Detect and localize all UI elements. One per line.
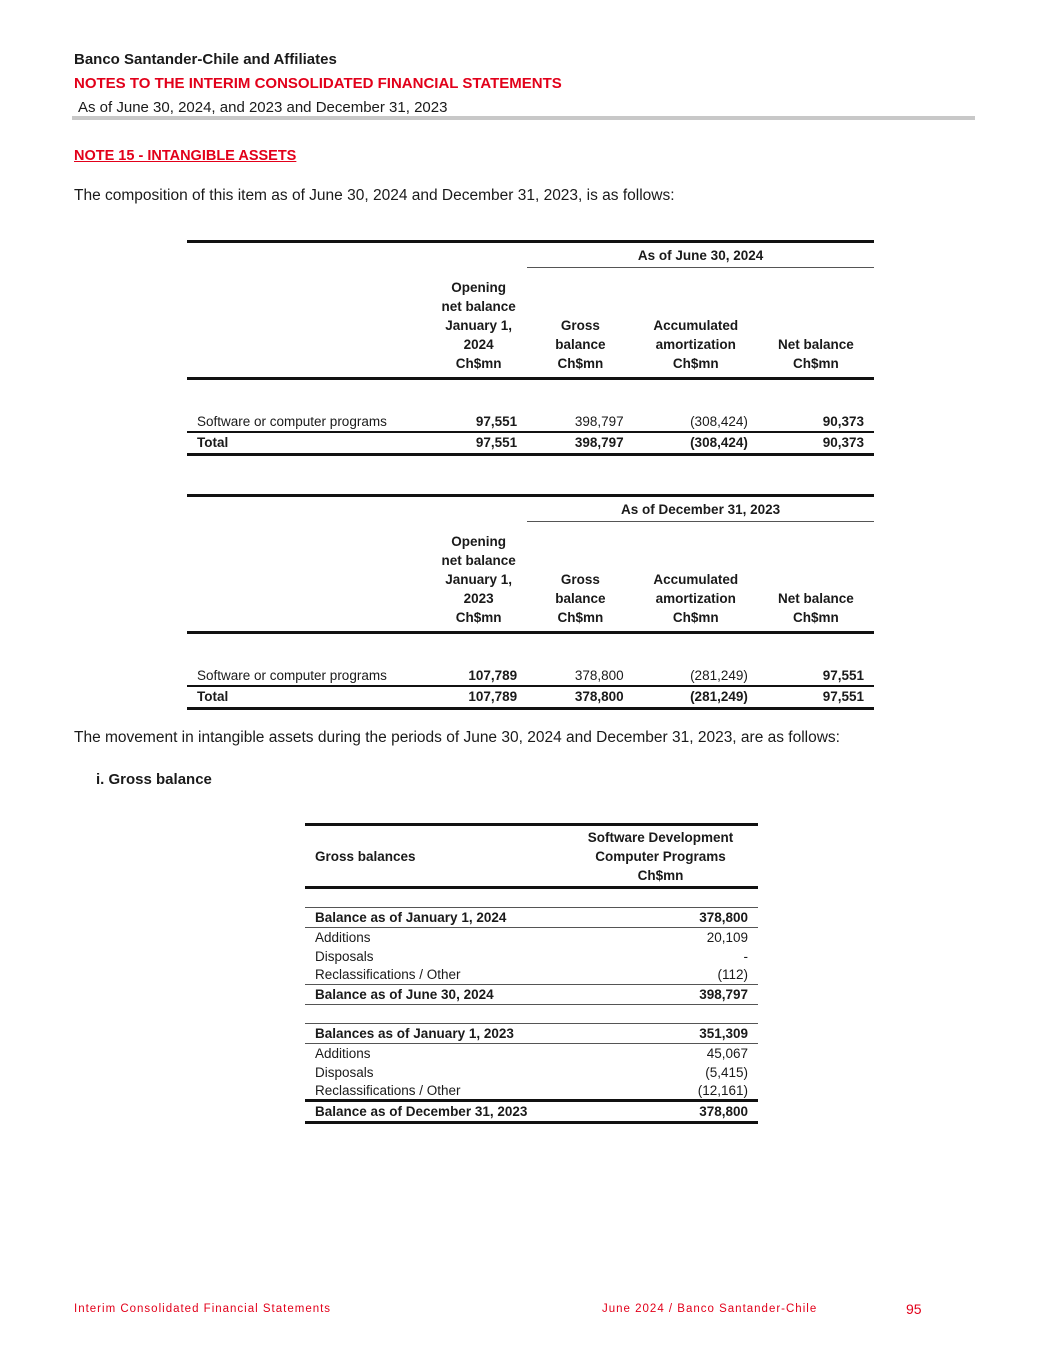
table-period-row (187, 242, 874, 268)
table-row: Disposals (5,415) (315, 1064, 748, 1080)
note-title: NOTE 15 - INTANGIBLE ASSETS (74, 148, 297, 164)
accumulated-amortization-header: Accumulated amortization Ch$mn (653, 317, 739, 371)
spacer-row (305, 888, 758, 908)
spacer-row (187, 632, 874, 666)
balance-close-2024-row: Balance as of June 30, 2024 398,797 (305, 985, 758, 1005)
table-period-row (187, 496, 874, 522)
gross-balance-header: Gross balance Ch$mn (555, 317, 606, 371)
table-header-row (187, 268, 874, 379)
page-number: 95 (906, 1301, 922, 1317)
notes-title: NOTES TO THE INTERIM CONSOLIDATED FINANCIAL STATEMENTS (74, 75, 562, 92)
balance-open-2023-row: Balances as of January 1, 2023 351,309 (305, 1024, 758, 1044)
accumulated-amortization-header: Accumulated amortization Ch$mn (653, 571, 739, 625)
period-header: As of December 31, 2023 (527, 496, 874, 522)
composition-table-2023 (187, 494, 874, 710)
opening-balance-header: Opening net balance January 1, 2023 Ch$mn (441, 533, 516, 625)
date-line: As of June 30, 2024, and 2023 and December 31, 2023 (78, 99, 448, 116)
intro-paragraph: The composition of this item as of June 30, 2024 and December 31, 2023, is as follows: (74, 187, 675, 204)
table-row: Software or computer programs 107,789 378,800 (281,249) 97,551 (187, 666, 874, 686)
gross-balance-table (305, 823, 758, 1124)
table-row: Reclassifications / Other (12,161) (315, 1082, 748, 1098)
table-header-row (187, 522, 874, 633)
balance-open-2024-row: Balance as of January 1, 2024 378,800 (305, 908, 758, 928)
net-balance-header: Net balance Ch$mn (778, 336, 854, 371)
header-divider (72, 116, 975, 120)
gross-balances-header: Gross balances (315, 848, 416, 864)
movement-paragraph: The movement in intangible assets during the periods of June 30, 2024 and December 31, 2023, are as follows: (74, 729, 840, 746)
footer-period: June 2024 / Banco Santander-Chile (602, 1303, 818, 1315)
footer-document-title: Interim Consolidated Financial Statements (74, 1303, 332, 1315)
net-balance-header: Net balance Ch$mn (778, 590, 854, 625)
total-row: Total 107,789 378,800 (281,249) 97,551 (187, 686, 874, 708)
table-header-row (305, 825, 758, 888)
spacer-row (187, 378, 874, 412)
composition-table-2024 (187, 240, 874, 456)
gross-balance-subheading: i. Gross balance (96, 771, 212, 788)
table-row: Additions 20,109 (315, 929, 748, 945)
table-row: Additions 45,067 (315, 1045, 748, 1061)
company-name: Banco Santander-Chile and Affiliates (74, 51, 337, 68)
period-header: As of June 30, 2024 (527, 242, 874, 268)
gross-balance-header: Gross balance Ch$mn (555, 571, 606, 625)
software-development-header: Software Development Computer Programs Ch$mn (587, 829, 734, 883)
table-row: Software or computer programs 97,551 398,797 (308,424) 90,373 (187, 412, 874, 432)
table-row: Reclassifications / Other (112) (315, 967, 748, 983)
total-row: Total 97,551 398,797 (308,424) 90,373 (187, 432, 874, 454)
opening-balance-header: Opening net balance January 1, 2024 Ch$mn (441, 279, 516, 371)
balance-close-2023-row: Balance as of December 31, 2023 378,800 (305, 1101, 758, 1123)
spacer-row (305, 1005, 758, 1024)
table-row: Disposals - (315, 948, 748, 964)
